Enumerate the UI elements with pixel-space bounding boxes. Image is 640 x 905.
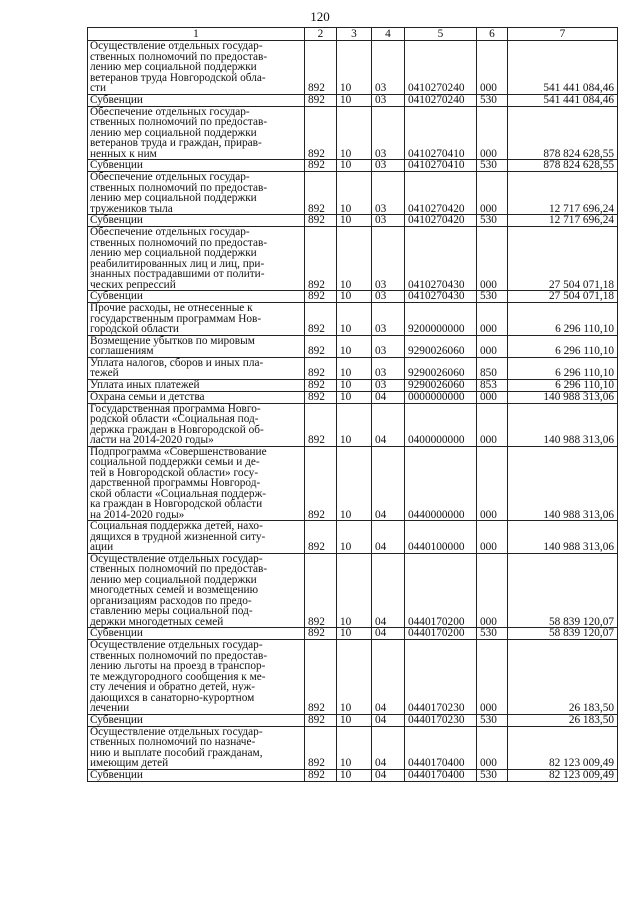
item-name-cell	[88, 41, 305, 95]
target-article-cell: 0410270410	[405, 160, 477, 172]
table-row	[88, 640, 618, 715]
target-article-cell: 0440100000	[405, 521, 477, 554]
admin-code-cell: 892	[305, 215, 337, 227]
expense-type-cell: 850	[477, 357, 508, 379]
target-article-cell: 0440170400	[405, 769, 477, 781]
item-name-line: организациям расходов по предо-	[90, 594, 252, 607]
expense-type-cell: 000	[477, 521, 508, 554]
item-name-line: на 2014-2020 годы»	[90, 508, 185, 521]
admin-code-cell: 892	[305, 769, 337, 781]
amount-cell: 541 441 084,46	[508, 41, 618, 95]
target-article-cell: 0440170200	[405, 628, 477, 640]
target-article-cell: 0410270240	[405, 41, 477, 95]
item-name-line: государственным программам Нов-	[90, 312, 262, 325]
table-row	[88, 291, 618, 303]
amount-cell: 27 504 071,18	[508, 291, 618, 303]
expense-type-cell: 000	[477, 553, 508, 628]
admin-code-cell: 892	[305, 227, 337, 291]
item-name-line: социальной поддержки семьи и де-	[90, 456, 260, 468]
table-row	[88, 357, 618, 379]
item-name-line: ственных полномочий по предостав-	[90, 116, 268, 128]
admin-code-cell: 892	[305, 446, 337, 521]
target-article-cell: 0000000000	[405, 391, 477, 403]
item-name-line: ственных полномочий по предостав-	[90, 649, 268, 662]
item-name-cell	[88, 215, 305, 227]
item-name-line: дящихся в трудной жизненной ситу-	[90, 530, 266, 543]
subsection-cell: 04	[372, 553, 405, 628]
item-name-line: Государственная программа Новго-	[90, 403, 261, 415]
item-name-line: тежей	[90, 367, 119, 379]
amount-cell: 140 988 313,06	[508, 521, 618, 554]
column-header: 4	[372, 28, 405, 41]
subsection-cell: 04	[372, 726, 405, 769]
table-row	[88, 391, 618, 403]
section-cell: 10	[337, 303, 372, 336]
section-cell: 10	[337, 521, 372, 554]
item-name-line: Возмещение убытков по мировым	[90, 335, 255, 347]
item-name-line: Обеспечение отдельных государ-	[90, 106, 250, 118]
admin-code-cell: 892	[305, 303, 337, 336]
section-cell: 10	[337, 41, 372, 95]
target-article-cell: 9290026060	[405, 335, 477, 357]
section-cell: 10	[337, 106, 372, 160]
table-row	[88, 335, 618, 357]
table-row	[88, 726, 618, 769]
item-name-line: лению мер социальной поддержки	[90, 126, 257, 139]
target-article-cell: 9290026060	[405, 357, 477, 379]
target-article-cell: 0400000000	[405, 403, 477, 446]
section-cell: 10	[337, 553, 372, 628]
item-name-line: Осуществление отдельных государ-	[90, 553, 263, 565]
item-name-line: Уплата налогов, сборов и иных пла-	[90, 357, 264, 369]
subsection-cell: 03	[372, 172, 405, 215]
item-name-line: знанных пострадавшими от полити-	[90, 268, 265, 280]
item-name-cell	[88, 628, 305, 640]
item-name-line: Субвенции	[90, 214, 143, 227]
subsection-cell: 04	[372, 769, 405, 781]
section-cell: 10	[337, 160, 372, 172]
item-name-line: сти	[90, 82, 106, 94]
item-name-line: лению льготы на проезд в транспор-	[90, 660, 266, 672]
expense-type-cell: 000	[477, 41, 508, 95]
item-name-line: лечении	[90, 702, 130, 714]
admin-code-cell: 892	[305, 726, 337, 769]
item-name-cell	[88, 106, 305, 160]
item-name-cell	[88, 521, 305, 554]
item-name-line: многодетных семей и возмещению	[90, 584, 259, 596]
subsection-cell: 03	[372, 227, 405, 291]
item-name-cell	[88, 714, 305, 726]
expense-type-cell: 000	[477, 446, 508, 521]
item-name-line: реабилитированных лиц и лиц, при-	[90, 257, 265, 270]
table-row	[88, 303, 618, 336]
item-name-cell	[88, 446, 305, 521]
item-name-line: ственных полномочий по предостав-	[90, 563, 268, 575]
admin-code-cell: 892	[305, 521, 337, 554]
item-name-cell	[88, 160, 305, 172]
table-row	[88, 172, 618, 215]
amount-cell: 27 504 071,18	[508, 227, 618, 291]
subsection-cell: 04	[372, 403, 405, 446]
amount-cell: 140 988 313,06	[508, 391, 618, 403]
subsection-cell: 03	[372, 379, 405, 391]
item-name-line: Обеспечение отдельных государ-	[90, 226, 250, 238]
expense-type-cell: 530	[477, 769, 508, 781]
section-cell: 10	[337, 335, 372, 357]
column-header: 5	[405, 28, 477, 41]
expense-type-cell: 000	[477, 303, 508, 336]
amount-cell: 140 988 313,06	[508, 403, 618, 446]
item-name-line: ственных полномочий по предостав-	[90, 181, 268, 194]
table-header-row	[88, 28, 618, 41]
target-article-cell: 0410270420	[405, 215, 477, 227]
column-header: 7	[508, 28, 618, 41]
column-header: 3	[337, 28, 372, 41]
admin-code-cell: 892	[305, 640, 337, 715]
item-name-line: Осуществление отдельных государ-	[90, 639, 263, 651]
subsection-cell: 03	[372, 303, 405, 336]
item-name-cell	[88, 357, 305, 379]
item-name-line: ственных полномочий по назначе-	[90, 736, 256, 748]
section-cell: 10	[337, 726, 372, 769]
table-row	[88, 215, 618, 227]
item-name-cell	[88, 94, 305, 106]
item-name-line: Субвенции	[90, 627, 143, 640]
section-cell: 10	[337, 446, 372, 521]
item-name-line: Прочие расходы, не отнесенные к	[90, 302, 253, 314]
item-name-line: дарственной программы Новгород-	[90, 477, 261, 489]
target-article-cell: 0440170230	[405, 640, 477, 715]
item-name-cell	[88, 769, 305, 781]
item-name-cell	[88, 379, 305, 391]
table-row	[88, 379, 618, 391]
column-header: 1	[88, 28, 305, 41]
table-row	[88, 403, 618, 446]
expense-type-cell: 530	[477, 215, 508, 227]
item-name-line: ласти на 2014-2020 годы»	[90, 434, 214, 446]
admin-code-cell: 892	[305, 628, 337, 640]
item-name-line: ации	[90, 541, 114, 553]
expense-type-cell: 000	[477, 335, 508, 357]
target-article-cell: 0440170200	[405, 553, 477, 628]
expense-type-cell: 530	[477, 291, 508, 303]
subsection-cell: 04	[372, 391, 405, 403]
item-name-cell	[88, 553, 305, 628]
item-name-line: лению мер социальной поддержки	[90, 247, 257, 259]
admin-code-cell: 892	[305, 335, 337, 357]
item-name-line: ставлению меры социальной под-	[90, 605, 253, 617]
expense-type-cell: 000	[477, 227, 508, 291]
subsection-cell: 03	[372, 357, 405, 379]
target-article-cell: 0410270430	[405, 291, 477, 303]
target-article-cell: 0410270430	[405, 227, 477, 291]
amount-cell: 82 123 009,49	[508, 726, 618, 769]
amount-cell: 6 296 110,10	[508, 357, 618, 379]
amount-cell: 878 824 628,55	[508, 106, 618, 160]
item-name-line: ветеранов труда и граждан, прирав-	[90, 137, 262, 149]
column-header: 6	[477, 28, 508, 41]
item-name-line: те междугородного сообщения к ме-	[90, 670, 266, 683]
table-row	[88, 41, 618, 95]
item-name-line: тей в Новгородской области» госу-	[90, 466, 259, 479]
table-row	[88, 521, 618, 554]
amount-cell: 26 183,50	[508, 714, 618, 726]
expense-type-cell: 530	[477, 714, 508, 726]
section-cell: 10	[337, 379, 372, 391]
admin-code-cell: 892	[305, 379, 337, 391]
item-name-line: ской области «Социальная поддерж-	[90, 487, 267, 500]
section-cell: 10	[337, 628, 372, 640]
table-row	[88, 446, 618, 521]
item-name-cell	[88, 172, 305, 215]
item-name-cell	[88, 303, 305, 336]
section-cell: 10	[337, 403, 372, 446]
item-name-line: Субвенции	[90, 290, 143, 303]
item-name-line: имеющим детей	[90, 757, 169, 769]
item-name-line: Субвенции	[90, 94, 143, 106]
admin-code-cell: 892	[305, 553, 337, 628]
item-name-line: Охрана семьи и детства	[90, 391, 205, 403]
item-name-cell	[88, 291, 305, 303]
target-article-cell: 0410270420	[405, 172, 477, 215]
item-name-line: Субвенции	[90, 159, 143, 172]
table-row	[88, 160, 618, 172]
subsection-cell: 03	[372, 291, 405, 303]
admin-code-cell: 892	[305, 41, 337, 95]
item-name-line: ческих репрессий	[90, 278, 176, 291]
expense-type-cell: 530	[477, 628, 508, 640]
table-row	[88, 106, 618, 160]
expense-type-cell: 000	[477, 403, 508, 446]
subsection-cell: 03	[372, 160, 405, 172]
admin-code-cell: 892	[305, 291, 337, 303]
table-row	[88, 553, 618, 628]
amount-cell: 6 296 110,10	[508, 303, 618, 336]
item-name-line: тружеников тыла	[90, 202, 173, 215]
item-name-cell	[88, 391, 305, 403]
item-name-line: сту лечения и обратно детей, нуж-	[90, 681, 256, 693]
item-name-line: ненных к ним	[90, 147, 157, 160]
column-header: 2	[305, 28, 337, 41]
table-row	[88, 628, 618, 640]
item-name-line: Подпрограмма «Совершенствование	[90, 446, 267, 458]
admin-code-cell: 892	[305, 172, 337, 215]
item-name-line: нию и выплате пособий гражданам,	[90, 746, 263, 759]
item-name-line: лению мер социальной поддержки	[90, 61, 257, 73]
table-row	[88, 94, 618, 106]
item-name-line: держки многодетных семей	[90, 615, 224, 628]
admin-code-cell: 892	[305, 714, 337, 726]
item-name-cell	[88, 403, 305, 446]
amount-cell: 878 824 628,55	[508, 160, 618, 172]
subsection-cell: 03	[372, 335, 405, 357]
amount-cell: 6 296 110,10	[508, 335, 618, 357]
item-name-line: городской области	[90, 323, 179, 335]
subsection-cell: 03	[372, 41, 405, 95]
amount-cell: 12 717 696,24	[508, 215, 618, 227]
item-name-line: дающихся в санаторно-курортном	[90, 691, 255, 704]
section-cell: 10	[337, 215, 372, 227]
section-cell: 10	[337, 769, 372, 781]
amount-cell: 140 988 313,06	[508, 446, 618, 521]
item-name-line: Субвенции	[90, 714, 143, 726]
target-article-cell: 0440000000	[405, 446, 477, 521]
admin-code-cell: 892	[305, 106, 337, 160]
item-name-line: ветеранов труда Новгородской обла-	[90, 71, 266, 84]
item-name-line: родской области «Социальная под-	[90, 413, 259, 425]
expense-type-cell: 000	[477, 726, 508, 769]
admin-code-cell: 892	[305, 391, 337, 403]
subsection-cell: 04	[372, 446, 405, 521]
expense-type-cell: 000	[477, 172, 508, 215]
amount-cell: 26 183,50	[508, 640, 618, 715]
expense-type-cell: 000	[477, 640, 508, 715]
amount-cell: 6 296 110,10	[508, 379, 618, 391]
item-name-line: лению мер социальной поддержки	[90, 192, 257, 204]
section-cell: 10	[337, 714, 372, 726]
amount-cell: 58 839 120,07	[508, 628, 618, 640]
item-name-cell	[88, 726, 305, 769]
item-name-line: соглашениям	[90, 345, 154, 357]
section-cell: 10	[337, 391, 372, 403]
subsection-cell: 04	[372, 628, 405, 640]
item-name-line: Социальная поддержка детей, нахо-	[90, 520, 263, 532]
item-name-cell	[88, 227, 305, 291]
section-cell: 10	[337, 227, 372, 291]
expense-type-cell: 530	[477, 94, 508, 106]
subsection-cell: 04	[372, 640, 405, 715]
item-name-line: Субвенции	[90, 769, 143, 781]
admin-code-cell: 892	[305, 403, 337, 446]
amount-cell: 58 839 120,07	[508, 553, 618, 628]
item-name-line: Осуществление отдельных государ-	[90, 40, 263, 52]
expense-type-cell: 000	[477, 391, 508, 403]
subsection-cell: 03	[372, 94, 405, 106]
expense-type-cell: 530	[477, 160, 508, 172]
table-row	[88, 769, 618, 781]
amount-cell: 541 441 084,46	[508, 94, 618, 106]
item-name-line: Осуществление отдельных государ-	[90, 726, 263, 738]
admin-code-cell: 892	[305, 357, 337, 379]
target-article-cell: 0440170400	[405, 726, 477, 769]
target-article-cell: 9290026060	[405, 379, 477, 391]
target-article-cell: 9200000000	[405, 303, 477, 336]
page-number: 120	[310, 9, 330, 24]
target-article-cell: 0440170230	[405, 714, 477, 726]
expense-type-cell: 853	[477, 379, 508, 391]
item-name-line: лению мер социальной поддержки	[90, 573, 257, 586]
subsection-cell: 03	[372, 215, 405, 227]
table-row	[88, 714, 618, 726]
item-name-line: ственных полномочий по предостав-	[90, 50, 268, 63]
item-name-line: Обеспечение отдельных государ-	[90, 171, 250, 183]
target-article-cell: 0410270240	[405, 94, 477, 106]
section-cell: 10	[337, 172, 372, 215]
amount-cell: 82 123 009,49	[508, 769, 618, 781]
section-cell: 10	[337, 94, 372, 106]
target-article-cell: 0410270410	[405, 106, 477, 160]
subsection-cell: 04	[372, 521, 405, 554]
item-name-line: держка граждан в Новгородской об-	[90, 423, 264, 436]
expense-type-cell: 000	[477, 106, 508, 160]
section-cell: 10	[337, 357, 372, 379]
item-name-line: ственных полномочий по предостав-	[90, 236, 268, 249]
subsection-cell: 03	[372, 106, 405, 160]
section-cell: 10	[337, 291, 372, 303]
amount-cell: 12 717 696,24	[508, 172, 618, 215]
budget-table	[87, 27, 618, 782]
table-row	[88, 227, 618, 291]
admin-code-cell: 892	[305, 94, 337, 106]
section-cell: 10	[337, 640, 372, 715]
subsection-cell: 04	[372, 714, 405, 726]
item-name-cell	[88, 640, 305, 715]
item-name-cell	[88, 335, 305, 357]
item-name-line: ка граждан в Новгородской области	[90, 498, 263, 510]
item-name-line: Уплата иных платежей	[90, 379, 200, 391]
admin-code-cell: 892	[305, 160, 337, 172]
